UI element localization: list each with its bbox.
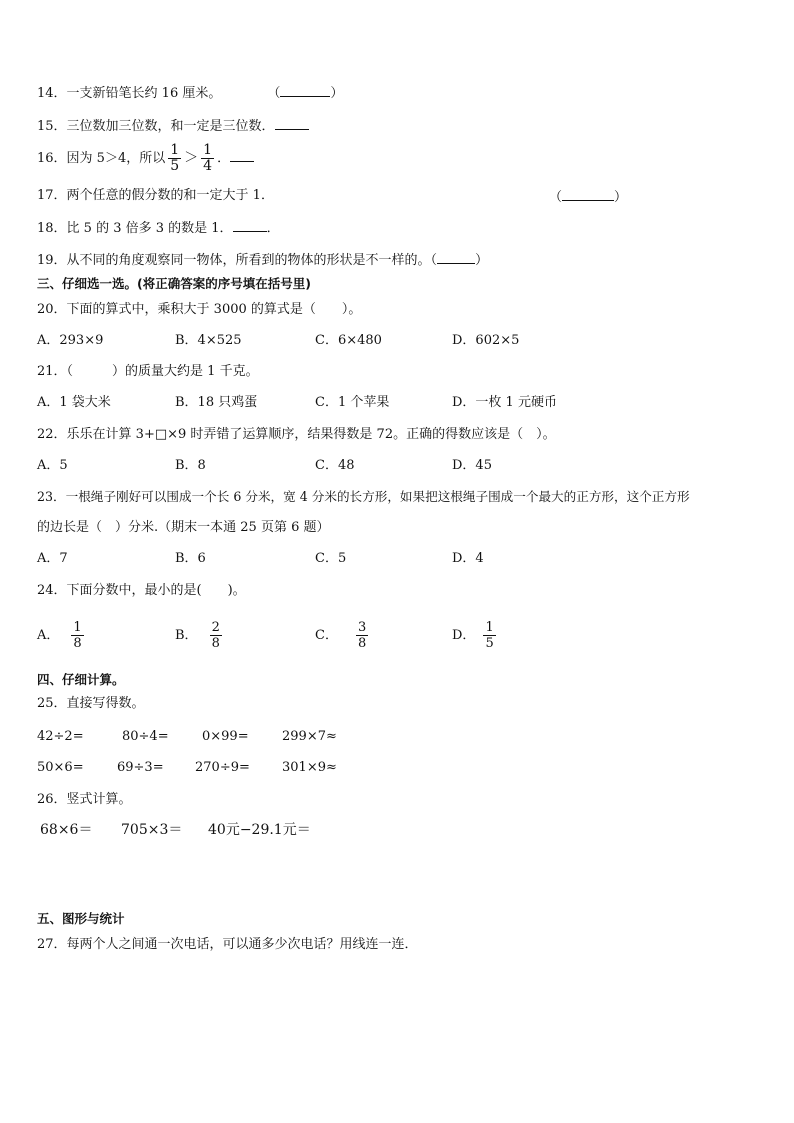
- option-20-d[interactable]: D．602×5: [452, 333, 520, 348]
- answer-blank-14[interactable]: [280, 84, 330, 97]
- option-22-b[interactable]: B．8: [175, 458, 206, 473]
- answer-blank-18[interactable]: [233, 219, 267, 232]
- vertical-calc-item: 40元−29.1元＝: [208, 822, 311, 838]
- mental-calc-item: 69÷3=: [117, 760, 164, 775]
- option-23-b[interactable]: B．6: [175, 551, 206, 566]
- question-14: 14．一支新铅笔长约 16 厘米。 （ ）: [37, 86, 344, 101]
- option-23-a[interactable]: A．7: [37, 551, 68, 566]
- option-20-b[interactable]: B．4×525: [175, 333, 242, 348]
- vertical-calc-item: 705×3＝: [121, 822, 183, 838]
- option-20-c[interactable]: C．6×480: [315, 333, 382, 348]
- option-21-b[interactable]: B．18 只鸡蛋: [175, 395, 258, 410]
- question-27: 27．每两个人之间通一次电话，可以通多少次电话？用线连一连．: [37, 937, 418, 952]
- question-24: 24．下面分数中，最小的是( )。: [37, 583, 246, 598]
- section-heading-4: 四、仔细计算。: [37, 672, 125, 687]
- option-21-a[interactable]: A．1 袋大米: [37, 395, 111, 410]
- question-26: 26．竖式计算。: [37, 792, 132, 807]
- option-20-a[interactable]: A．293×9: [37, 333, 104, 348]
- question-21: 21．（ ）的质量大约是 1 千克。: [37, 364, 259, 379]
- question-19: 19．从不同的角度观察同一物体，所看到的物体的形状是不一样的。（ ）: [37, 253, 489, 268]
- option-24-d[interactable]: D． $\frac{1}{5}$: [452, 620, 494, 651]
- option-23-c[interactable]: C．5: [315, 551, 347, 566]
- option-22-a[interactable]: A．5: [37, 458, 68, 473]
- option-21-d[interactable]: D．一枚 1 元硬币: [452, 395, 557, 410]
- mental-calc-item: 50×6=: [37, 760, 84, 775]
- answer-paren-17: （ ）: [549, 190, 628, 205]
- question-16: 16．因为 5＞4，所以 $\frac{1}{5}$ ＞ $\frac{1}{4}$ ．: [37, 141, 254, 176]
- option-22-d[interactable]: D．45: [452, 458, 492, 473]
- mental-calc-item: 80÷4=: [122, 729, 169, 744]
- option-24-c[interactable]: C． $\frac{3}{8}$: [315, 620, 367, 651]
- question-20: 20．下面的算式中，乘积大于 3000 的算式是（ ）。: [37, 302, 362, 317]
- mental-calc-item: 301×9≈: [282, 760, 337, 775]
- option-23-d[interactable]: D．4: [452, 551, 484, 566]
- mental-calc-item: 299×7≈: [282, 729, 337, 744]
- answer-blank-19[interactable]: [437, 251, 475, 264]
- question-15: 15．三位数加三位数，和一定是三位数．: [37, 117, 309, 135]
- question-22: 22．乐乐在计算 3+□×9 时弄错了运算顺序，结果得数是 72。正确的得数应该是（ ）。: [37, 427, 556, 442]
- option-24-b[interactable]: B． $\frac{2}{8}$: [175, 620, 220, 651]
- question-17: 17．两个任意的假分数的和一定大于 1．: [37, 188, 274, 203]
- option-24-a[interactable]: A． $\frac{1}{8}$: [37, 620, 82, 651]
- fraction-1-5: $\frac{1}{5}$: [170, 142, 180, 174]
- mental-calc-item: 0×99=: [202, 729, 249, 744]
- question-23-line-1: 23．一根绳子刚好可以围成一个长 6 分米，宽 4 分米的长方形，如果把这根绳子围成一个最大的正方形，这个正方形: [37, 489, 690, 504]
- section-heading-5: 五、图形与统计: [37, 911, 125, 926]
- mental-calc-item: 42÷2=: [37, 729, 84, 744]
- question-23-line-2: 的边长是（ ）分米.（期末一本通 25 页第 6 题）: [37, 520, 330, 535]
- fraction-1-4: $\frac{1}{4}$: [203, 142, 213, 174]
- section-heading-3: 三、仔细选一选。(将正确答案的序号填在括号里): [37, 276, 311, 291]
- vertical-calc-item: 68×6＝: [40, 822, 93, 838]
- answer-blank-15[interactable]: [275, 117, 309, 130]
- option-22-c[interactable]: C．48: [315, 458, 355, 473]
- answer-blank-17[interactable]: [562, 188, 614, 201]
- option-21-c[interactable]: C．1 个苹果: [315, 395, 390, 410]
- question-18: 18．比 5 的 3 倍多 3 的数是 1． ．: [37, 221, 280, 236]
- question-25: 25．直接写得数。: [37, 696, 145, 711]
- answer-blank-16[interactable]: [230, 149, 254, 162]
- mental-calc-item: 270÷9=: [195, 760, 250, 775]
